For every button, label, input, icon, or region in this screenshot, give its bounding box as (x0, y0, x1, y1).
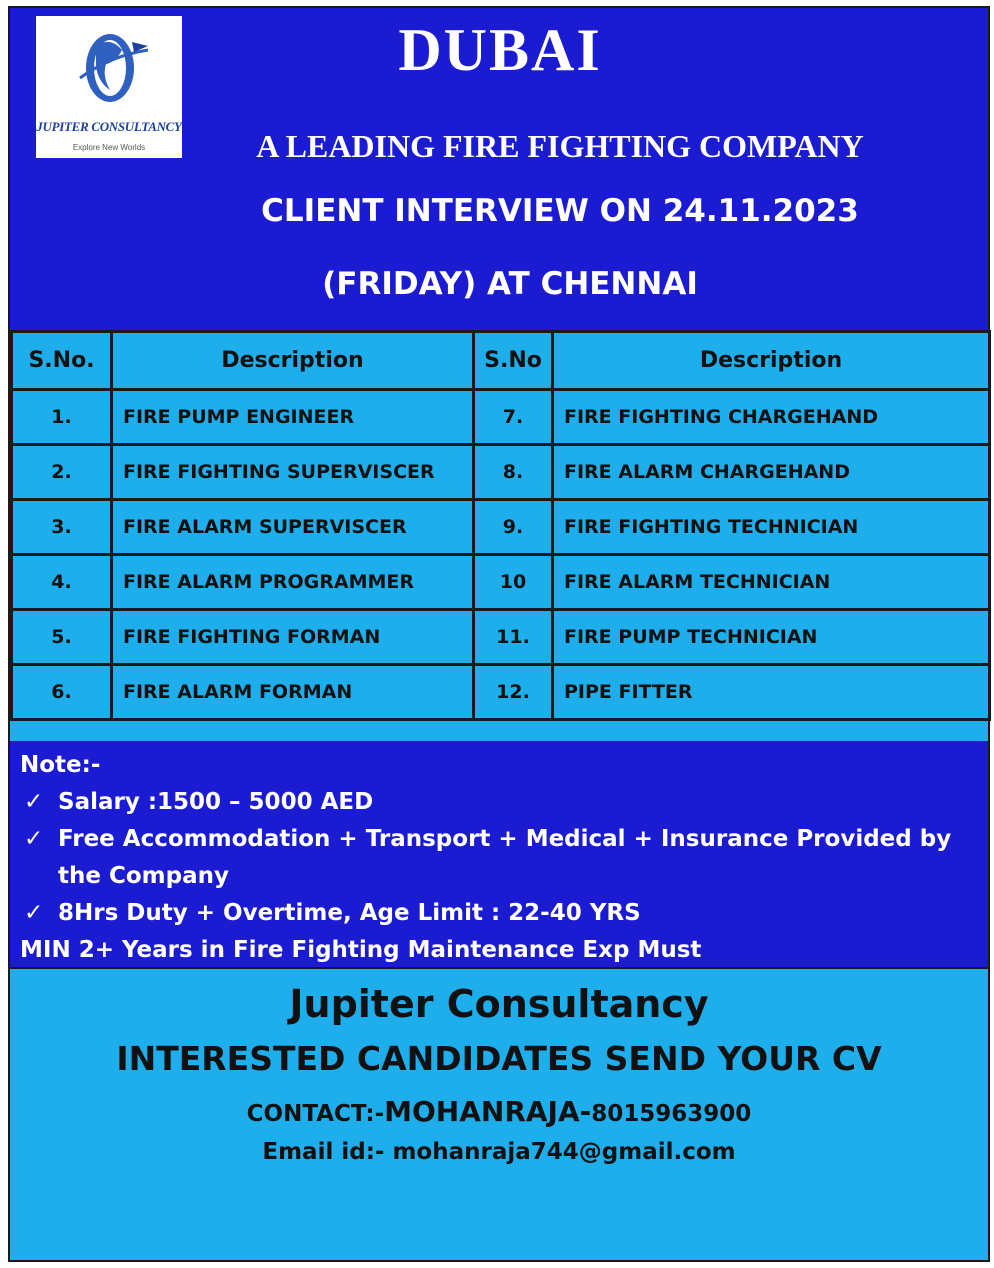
serial-number: 9. (474, 500, 553, 555)
serial-number: 11. (474, 610, 553, 665)
note-title: Note:- (20, 752, 101, 778)
position-title: PIPE FITTER (553, 665, 990, 720)
position-title: FIRE PUMP ENGINEER (112, 390, 474, 445)
serial-number: 6. (12, 665, 112, 720)
globe-plane-icon (36, 16, 182, 158)
company-heading: A LEADING FIRE FIGHTING COMPANY (256, 128, 864, 164)
note-bullet (20, 895, 978, 932)
positions-table (10, 330, 988, 741)
interview-location: (FRIDAY) AT CHENNAI (322, 266, 698, 302)
column-header: Description (112, 332, 474, 390)
table-row (12, 445, 990, 500)
position-title: FIRE FIGHTING CHARGEHAND (553, 390, 990, 445)
serial-number: 1. (12, 390, 112, 445)
serial-number: 10 (474, 555, 553, 610)
duty-text: 8Hrs Duty + Overtime, Age Limit : 22-40 YRS (58, 900, 641, 926)
serial-number: 4. (12, 555, 112, 610)
contact-name: MOHANRAJA- (384, 1095, 592, 1128)
table-row (12, 610, 990, 665)
interview-date: CLIENT INTERVIEW ON 24.11.2023 (261, 193, 859, 229)
serial-number: 12. (474, 665, 553, 720)
contact-line (10, 1094, 988, 1134)
call-to-action: INTERESTED CANDIDATES SEND YOUR CV (116, 1039, 882, 1078)
poster-header (10, 8, 988, 330)
position-title: FIRE ALARM FORMAN (112, 665, 474, 720)
serial-number: 3. (12, 500, 112, 555)
check-icon: ✓ (24, 900, 44, 926)
column-header: Description (553, 332, 990, 390)
contact-email[interactable]: Email id:- mohanraja744@gmail.com (262, 1139, 736, 1165)
check-icon: ✓ (24, 789, 44, 815)
table-row (12, 555, 990, 610)
benefits-text: Free Accommodation + Transport + Medical + Insurance Provided by the Company (58, 826, 952, 889)
experience-requirement: MIN 2+ Years in Fire Fighting Maintenance Exp Must (20, 937, 702, 963)
position-title: FIRE FIGHTING TECHNICIAN (553, 500, 990, 555)
note-bullet (20, 821, 978, 895)
position-title: FIRE ALARM SUPERVISCER (112, 500, 474, 555)
table-row (12, 500, 990, 555)
logo-tagline: Explore New Worlds (72, 143, 146, 152)
position-title: FIRE ALARM TECHNICIAN (553, 555, 990, 610)
check-icon: ✓ (24, 826, 44, 852)
company-logo (36, 16, 182, 158)
salary-text: Salary :1500 – 5000 AED (58, 789, 374, 815)
contact-section (10, 967, 988, 1260)
serial-number: 7. (474, 390, 553, 445)
note-section (10, 741, 988, 967)
position-title: FIRE ALARM CHARGEHAND (553, 445, 990, 500)
location-title: DUBAI (398, 17, 602, 83)
serial-number: 8. (474, 445, 553, 500)
table-row (12, 665, 990, 720)
position-title: FIRE FIGHTING SUPERVISCER (112, 445, 474, 500)
position-title: FIRE PUMP TECHNICIAN (553, 610, 990, 665)
job-poster (8, 6, 990, 1262)
position-title: FIRE ALARM PROGRAMMER (112, 555, 474, 610)
serial-number: 2. (12, 445, 112, 500)
consultancy-name: Jupiter Consultancy (289, 982, 709, 1026)
contact-phone[interactable]: 8015963900 (591, 1101, 752, 1127)
position-title: FIRE FIGHTING FORMAN (112, 610, 474, 665)
column-header: S.No (474, 332, 553, 390)
logo-name: JUPITER CONSULTANCY (36, 119, 182, 134)
serial-number: 5. (12, 610, 112, 665)
note-bullet (20, 784, 978, 821)
contact-label: CONTACT:- (246, 1101, 385, 1127)
table-header-row (12, 332, 990, 390)
column-header: S.No. (12, 332, 112, 390)
table-row (12, 390, 990, 445)
